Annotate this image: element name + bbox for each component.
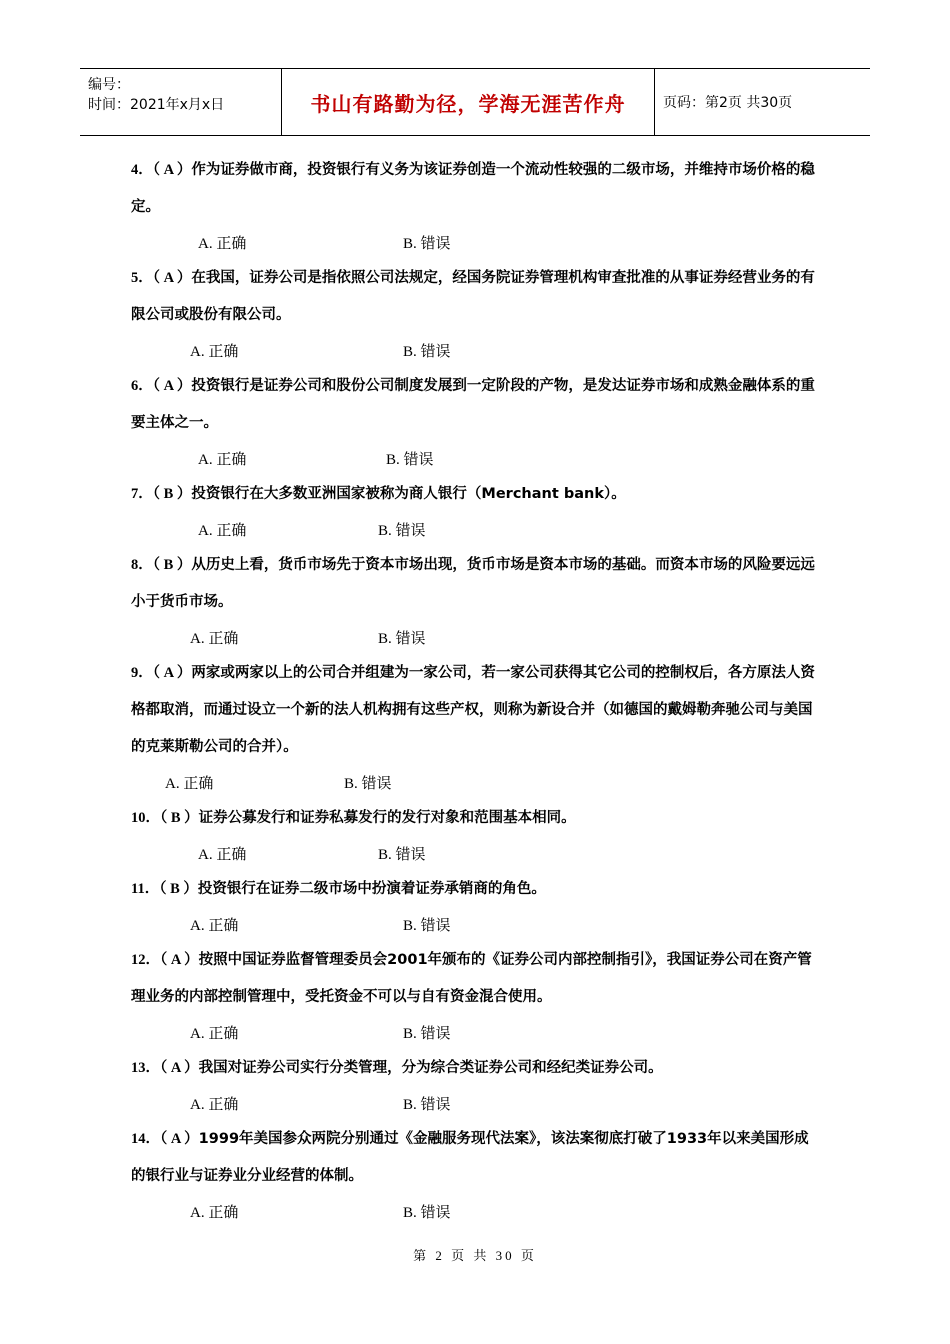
header-meta [80,69,282,135]
answer-options [131,513,821,547]
question-7 [131,476,821,547]
option-a: A. 正确 [190,1205,239,1221]
question-text: 11．（ B ）投资银行在证券二级市场中扮演着证券承销商的角色。 [131,881,546,897]
option-a: A. 正确 [165,776,214,792]
question-text: 8．（ B ）从历史上看，货币市场先于资本市场出现，货币市场是资本市场的基础。而资本市场的风险要远远小于货币市场。 [131,557,815,610]
header-page-info: 页码：第2页 共30页 [663,95,793,111]
question-12 [131,942,821,1050]
option-b: B. 错误 [378,631,426,647]
question-10 [131,800,821,871]
question-text: 7．（ B ）投资银行在大多数亚洲国家被称为商人银行（Merchant bank）。 [131,486,626,502]
answer-options [131,226,821,260]
option-a: A. 正确 [190,1097,239,1113]
answer-options [131,1087,821,1121]
question-9 [131,655,821,800]
option-a: A. 正确 [198,236,247,252]
question-text: 6．（ A ）投资银行是证券公司和股份公司制度发展到一定阶段的产物，是发达证券市场和成熟金融体系的重要主体之一。 [131,378,815,431]
question-text: 12．（ A ）按照中国证券监督管理委员会2001年颁布的《证券公司内部控制指引》，我国证券公司在资产管理业务的内部控制管理中，受托资金不可以与自有资金混合使用。 [131,952,812,1005]
question-text: 5．（ A ）在我国，证券公司是指依照公司法规定，经国务院证券管理机构审查批准的从事证券经营业务的有限公司或股份有限公司。 [131,270,815,323]
answer-options [131,334,821,368]
option-b: B. 错误 [378,847,426,863]
page-footer: 第 2 页 共 30 页 [413,1248,537,1263]
question-text: 13．（ A ）我国对证券公司实行分类管理，分为综合类证券公司和经纪类证券公司。 [131,1060,663,1076]
answer-options [131,908,821,942]
question-text: 14．（ A ）1999年美国参众两院分别通过《金融服务现代法案》，该法案彻底打破了1933年以来美国形成的银行业与证券业分业经营的体制。 [131,1131,809,1184]
question-text: 4．（ A ）作为证券做市商，投资银行有义务为该证券创造一个流动性较强的二级市场，并维持市场价格的稳定。 [131,162,815,215]
time-label: 时间：2021年x月x日 [88,97,225,113]
answer-options [131,442,821,476]
option-b: B. 错误 [386,452,434,468]
option-a: A. 正确 [198,847,247,863]
question-14 [131,1121,821,1229]
option-b: B. 错误 [403,236,451,252]
question-list [131,152,821,1229]
question-11 [131,871,821,942]
option-a: A. 正确 [190,918,239,934]
option-a: A. 正确 [198,523,247,539]
answer-options [131,766,821,800]
option-a: A. 正确 [190,631,239,647]
option-b: B. 错误 [403,918,451,934]
option-a: A. 正确 [198,452,247,468]
answer-options [131,837,821,871]
header-motto: 书山有路勤为径，学海无涯苦作舟 [282,69,655,135]
option-b: B. 错误 [378,523,426,539]
question-4 [131,152,821,260]
option-b: B. 错误 [403,1097,451,1113]
question-13 [131,1050,821,1121]
question-text: 9．（ A ）两家或两家以上的公司合并组建为一家公司，若一家公司获得其它公司的控制权后，各方原法人资格都取消，而通过设立一个新的法人机构拥有这些产权，则称为新设合并（如德国的戴姆勒奔驰公司与美国的克莱斯勒公司的合并）。 [131,665,815,755]
answer-options [131,1195,821,1229]
page-header [80,68,870,136]
option-a: A. 正确 [190,344,239,360]
option-b: B. 错误 [403,344,451,360]
number-label: 编号： [88,77,130,93]
option-a: A. 正确 [190,1026,239,1042]
answer-options [131,621,821,655]
question-5 [131,260,821,368]
answer-options [131,1016,821,1050]
option-b: B. 错误 [403,1026,451,1042]
question-6 [131,368,821,476]
option-b: B. 错误 [403,1205,451,1221]
option-b: B. 错误 [344,776,392,792]
question-text: 10．（ B ）证券公募发行和证券私募发行的发行对象和范围基本相同。 [131,810,576,826]
question-8 [131,547,821,655]
